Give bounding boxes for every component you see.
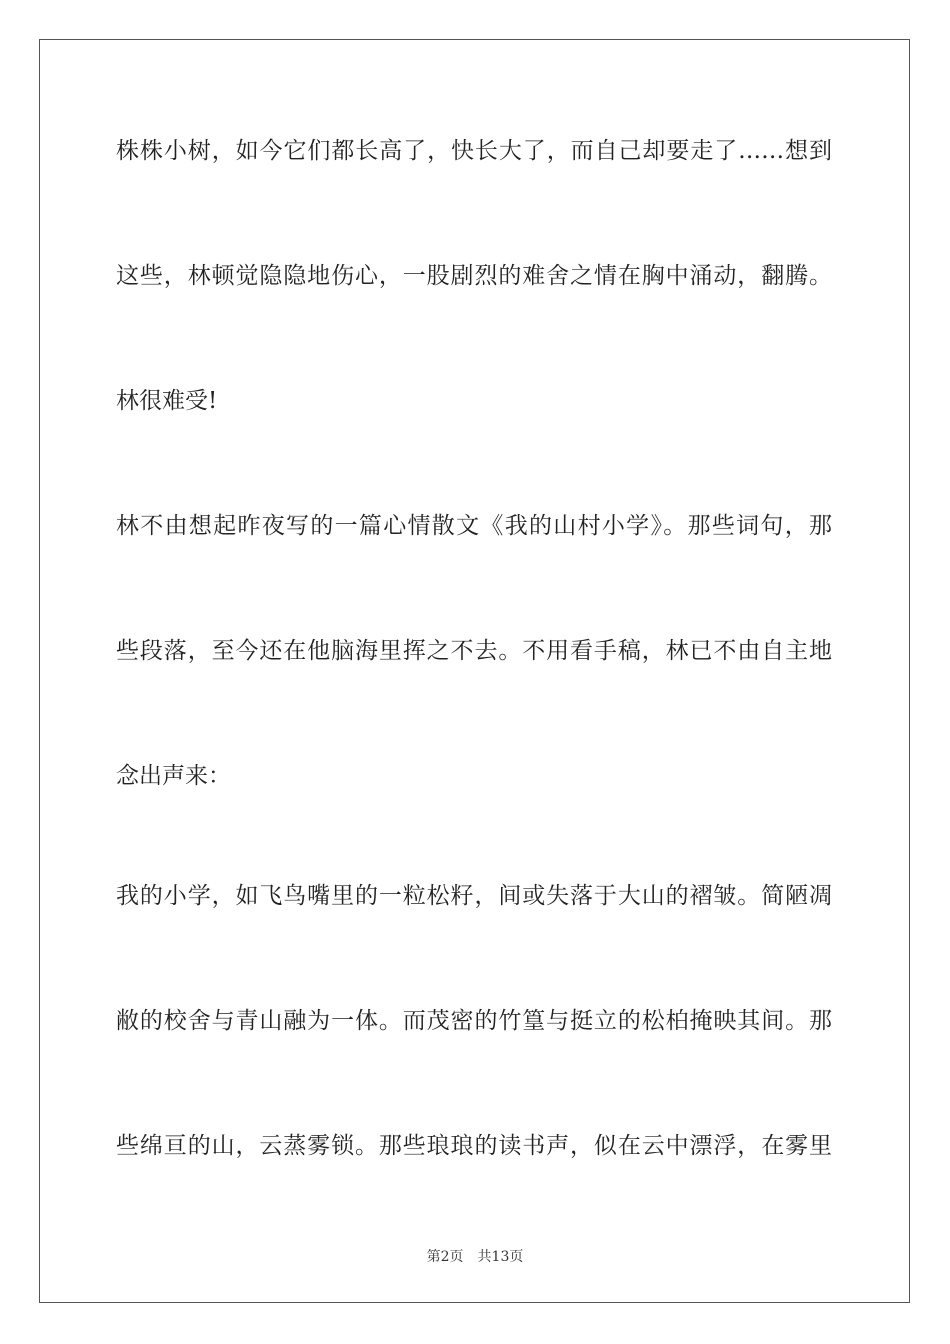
text-line: 些绵亘的山，云蒸雾锁。那些琅琅的读书声，似在云中漂浮，在雾里 <box>116 1133 832 1159</box>
page-border <box>39 39 910 1303</box>
total-pages: 共13页 <box>477 1249 524 1265</box>
text-line: 敝的校舍与青山融为一体。而茂密的竹篁与挺立的松柏掩映其间。那 <box>116 1008 832 1034</box>
text-line: 念出声来： <box>116 763 231 789</box>
page-footer <box>0 1248 950 1266</box>
current-page-number: 第2页 <box>426 1249 464 1265</box>
text-line: 这些，林顿觉隐隐地伤心，一股剧烈的难舍之情在胸中涌动，翻腾。 <box>116 263 832 289</box>
text-line: 我的小学，如飞鸟嘴里的一粒松籽，间或失落于大山的褶皱。简陋凋 <box>116 883 832 909</box>
text-line: 林不由想起昨夜写的一篇心情散文《我的山村小学》。那些词句，那 <box>116 513 832 539</box>
text-line: 株株小树，如今它们都长高了，快长大了，而自己却要走了……想到 <box>116 138 832 164</box>
text-line: 些段落，至今还在他脑海里挥之不去。不用看手稿，林已不由自主地 <box>116 638 832 664</box>
text-line: 林很难受! <box>116 388 218 414</box>
